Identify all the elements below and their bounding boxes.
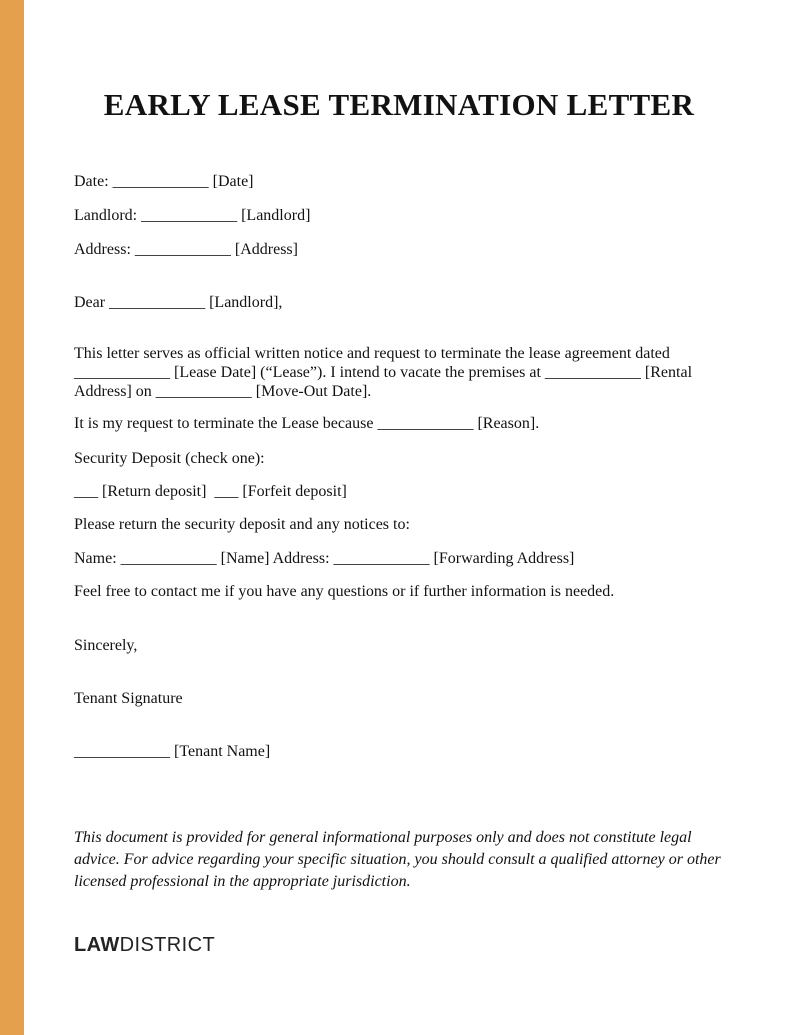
return-to-line: Please return the security deposit and any notices to: bbox=[74, 516, 410, 533]
tenant-signature-label: Tenant Signature bbox=[74, 690, 183, 707]
logo-law-text: LAW bbox=[74, 934, 120, 956]
deposit-options-line: ___ [Return deposit] ___ [Forfeit deposit] bbox=[74, 483, 347, 500]
salutation-line: Dear ____________ [Landlord], bbox=[74, 294, 283, 311]
body-paragraph: This letter serves as official written notice and request to terminate the lease agreement dated ____________ [Lease Date] (“Lease”). I intend to vacate the premises at ____________ [Rental Address] on ____________ [Move-Out Date]. bbox=[74, 345, 696, 400]
accent-stripe bbox=[0, 0, 24, 1035]
security-deposit-heading: Security Deposit (check one): bbox=[74, 450, 265, 467]
date-line: Date: ____________ [Date] bbox=[74, 173, 254, 190]
page-title: EARLY LEASE TERMINATION LETTER bbox=[103, 87, 695, 122]
address-line: Address: ____________ [Address] bbox=[74, 241, 298, 258]
letter-content bbox=[74, 0, 724, 957]
name-forwarding-address-line: Name: ____________ [Name] Address: ____________ [Forwarding Address] bbox=[74, 550, 575, 567]
closing-line: Sincerely, bbox=[74, 637, 138, 654]
contact-line: Feel free to contact me if you have any questions or if further information is needed. bbox=[74, 583, 615, 600]
legal-disclaimer: This document is provided for general informational purposes only and does not constitute legal advice. For advice regarding your specific situation, you should consult a qualified attorney or other licensed professional in the appropriate jurisdiction. bbox=[74, 829, 721, 890]
tenant-name-line: ____________ [Tenant Name] bbox=[74, 743, 271, 760]
logo-district-text: DISTRICT bbox=[119, 934, 216, 956]
landlord-line: Landlord: ____________ [Landlord] bbox=[74, 207, 311, 224]
termination-request-line: It is my request to terminate the Lease because ____________ [Reason]. bbox=[74, 415, 540, 432]
lawdistrict-logo bbox=[74, 934, 724, 957]
